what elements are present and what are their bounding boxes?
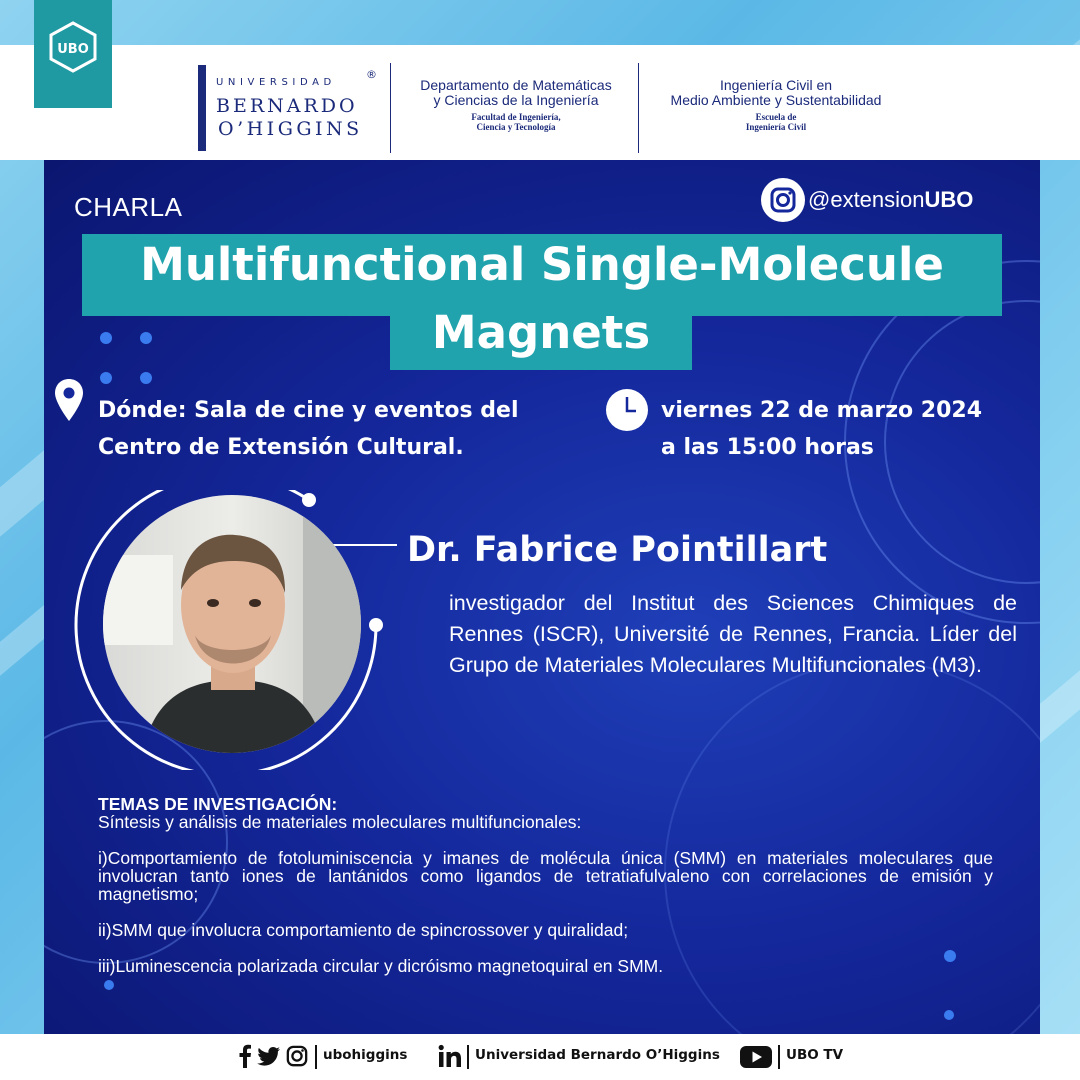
department-math-line2: y Ciencias de la Ingeniería [433,92,599,108]
decorative-dot [140,332,152,344]
location-pin-icon [54,378,84,422]
social-handle-prefix: @extension [808,187,925,212]
department-civil-line1: Ingeniería Civil en [719,77,833,93]
twitter-icon[interactable] [257,1044,281,1068]
youtube-icon[interactable] [740,1046,772,1068]
date-line: viernes 22 de marzo 2024 [661,398,983,423]
location-line2: Centro de Extensión Cultural. [98,435,464,460]
decorative-dot [100,372,112,384]
university-name-line2: O’HIGGINS [218,118,363,140]
faculty-line2: Ciencia y Tecnología [476,122,556,132]
decorative-dot [140,372,152,384]
talk-title-line1: Multifunctional Single-Molecule [140,238,944,291]
faculty-line1: Facultad de Ingeniería, [471,112,561,122]
university-label: UNIVERSIDAD [216,77,336,88]
time-line: a las 15:00 horas [661,435,874,460]
ubo-logo-badge [34,0,112,108]
instagram-icon [761,178,805,222]
footer-divider [315,1045,317,1069]
school-line2: Ingeniería Civil [745,122,807,132]
location-text [98,392,519,466]
department-math [398,78,634,132]
department-civil-line2: Medio Ambiente y Sustentabilidad [670,92,882,108]
spacer [98,831,993,849]
instagram-icon[interactable] [286,1044,308,1068]
footer-linkedin-name[interactable]: Universidad Bernardo O’Higgins [475,1047,720,1063]
footer-divider [778,1045,780,1069]
speaker-bio: investigador del Institut des Sciences Chimiques de Rennes (ISCR), Université de Rennes, Francia. Líder del Grupo de Materiales Moleculares Multifuncionales (M3). [449,591,1017,677]
speaker-connector-line [333,544,397,546]
school-line1: Escuela de [755,112,797,122]
clock-icon [605,388,649,432]
department-civil [646,78,906,132]
research-topics [98,795,993,975]
topics-intro: Síntesis y análisis de materiales moleculares multifuncionales: [98,812,582,832]
ubo-hexagon-logo [46,20,100,74]
footer-social-handle[interactable]: ubohiggins [323,1047,408,1063]
footer-divider [467,1045,469,1069]
registered-mark: ® [366,68,377,81]
decorative-dot [944,1010,954,1020]
linkedin-icon[interactable] [438,1044,462,1068]
wordmark-bar [198,65,206,151]
spacer [98,939,993,957]
header-divider [638,63,639,153]
decorative-dot [104,980,114,990]
department-math-line1: Departamento de Matemáticas [420,77,612,93]
topic-item: iii)Luminescencia polarizada circular y dicróismo magnetoquiral en SMM. [98,956,664,976]
date-time-text [661,392,982,466]
header-bar [0,45,1080,160]
location-line1: Dónde: Sala de cine y eventos del [98,398,519,423]
speaker-photo [103,495,361,753]
speaker-name: Dr. Fabrice Pointillart [407,530,828,570]
university-name-line1: BERNARDO [216,95,358,117]
talk-title-line2: Magnets [431,306,651,359]
facebook-icon[interactable] [238,1044,252,1068]
svg-text:UBO: UBO [57,42,89,57]
social-handle-bold: UBO [924,187,974,212]
footer-bar [0,1034,1080,1080]
decorative-dot [100,332,112,344]
topics-heading: TEMAS DE INVESTIGACIÓN: [98,794,338,814]
footer-youtube-name[interactable]: UBO TV [786,1047,844,1063]
spacer [98,903,993,921]
topic-item: ii)SMM que involucra comportamiento de spincrossover y quiralidad; [98,920,629,940]
event-type-label: CHARLA [74,192,183,222]
header-divider [390,63,391,153]
social-handle [808,187,973,213]
topic-item: i)Comportamiento de fotoluminiscencia y imanes de molécula única (SMM) en materiales moleculares que involucran tanto iones de lantánidos como ligandos de tetratiafulvaleno con correlaciones de emisión y magnetismo; [98,848,993,904]
